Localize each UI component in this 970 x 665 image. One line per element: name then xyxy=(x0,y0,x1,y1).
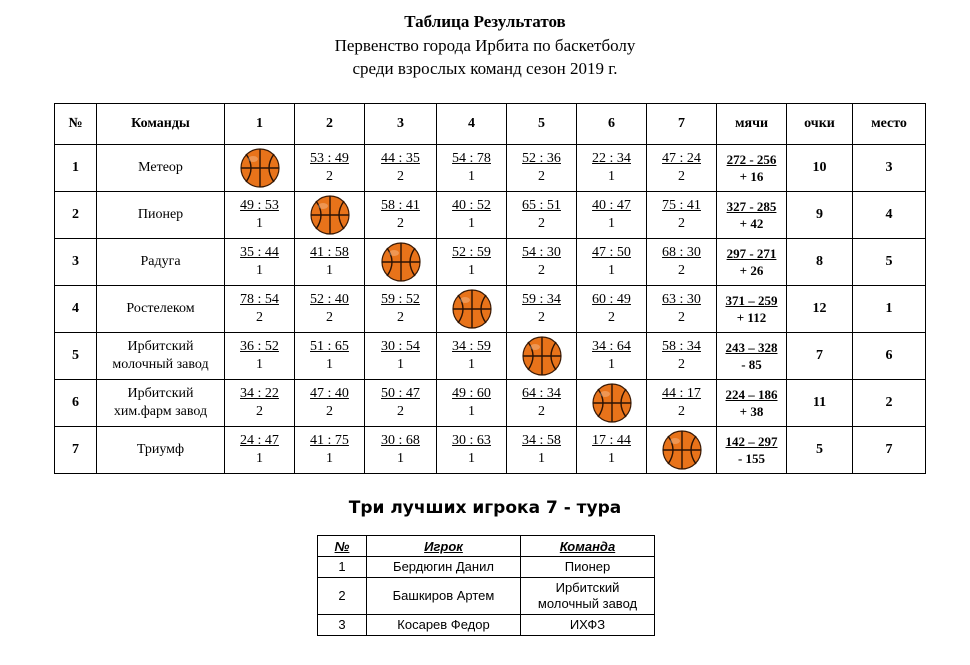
results-body xyxy=(55,145,926,474)
match-points: 2 xyxy=(256,404,263,419)
basketball-icon xyxy=(240,148,280,188)
player-name: Бердюгин Данил xyxy=(367,557,521,578)
basketball-icon xyxy=(310,195,350,235)
match-points: 1 xyxy=(468,451,475,466)
score-cell xyxy=(577,145,647,192)
match-points: 2 xyxy=(678,263,685,278)
match-score: 60 : 49 xyxy=(592,292,631,307)
match-score: 30 : 68 xyxy=(381,433,420,448)
match-points: 1 xyxy=(468,169,475,184)
diagonal-cell xyxy=(507,333,577,380)
match-points: 1 xyxy=(326,357,333,372)
points-cell: 5 xyxy=(787,427,853,474)
team-name xyxy=(97,145,225,192)
score-cell xyxy=(365,192,437,239)
basketball-icon xyxy=(662,430,702,470)
match-points: 2 xyxy=(326,169,333,184)
team-name-line1: Ростелеком xyxy=(126,301,195,316)
place-cell: 5 xyxy=(853,239,926,286)
score-cell xyxy=(577,286,647,333)
diagonal-cell xyxy=(437,286,507,333)
match-points: 2 xyxy=(678,310,685,325)
player-name: Косарев Федор xyxy=(367,615,521,636)
score-cell xyxy=(507,239,577,286)
score-cell xyxy=(647,239,717,286)
match-score: 50 : 47 xyxy=(381,386,420,401)
place-cell: 6 xyxy=(853,333,926,380)
score-cell xyxy=(225,427,295,474)
score-cell xyxy=(507,427,577,474)
header-place: место xyxy=(853,104,926,145)
team-name-line1: Пионер xyxy=(137,207,184,222)
match-points: 1 xyxy=(256,451,263,466)
points-cell: 7 xyxy=(787,333,853,380)
place-cell: 2 xyxy=(853,380,926,427)
match-score: 75 : 41 xyxy=(662,198,701,213)
score-cell xyxy=(225,380,295,427)
header-num: № xyxy=(55,104,97,145)
score-cell xyxy=(437,380,507,427)
match-score: 58 : 41 xyxy=(381,198,420,213)
match-points: 1 xyxy=(256,357,263,372)
team-name xyxy=(97,192,225,239)
players-header-row xyxy=(318,536,655,557)
team-name xyxy=(97,380,225,427)
score-cell xyxy=(647,145,717,192)
score-cell xyxy=(365,427,437,474)
row-num: 3 xyxy=(55,239,97,286)
score-cell xyxy=(365,333,437,380)
match-points: 1 xyxy=(397,357,404,372)
match-score: 30 : 63 xyxy=(452,433,491,448)
diagonal-cell xyxy=(225,145,295,192)
header-col-7: 7 xyxy=(647,104,717,145)
match-score: 59 : 34 xyxy=(522,292,561,307)
match-score: 47 : 40 xyxy=(310,386,349,401)
match-score: 49 : 53 xyxy=(240,198,279,213)
table-row xyxy=(55,380,926,427)
match-points: 2 xyxy=(538,216,545,231)
match-points: 2 xyxy=(326,310,333,325)
match-points: 1 xyxy=(538,451,545,466)
score-cell xyxy=(225,192,295,239)
place-cell: 1 xyxy=(853,286,926,333)
header-col-5: 5 xyxy=(507,104,577,145)
table-row xyxy=(318,615,655,636)
table-row xyxy=(318,578,655,615)
header-col-1: 1 xyxy=(225,104,295,145)
score-cell xyxy=(225,333,295,380)
team-name-line1: Триумф xyxy=(136,442,185,457)
match-score: 64 : 34 xyxy=(522,386,561,401)
match-score: 58 : 34 xyxy=(662,339,701,354)
balls-cell xyxy=(717,192,787,239)
page-title: Таблица Результатов xyxy=(404,12,566,31)
score-cell xyxy=(295,380,365,427)
player-team-line1: Ирбитский xyxy=(555,580,620,595)
player-team xyxy=(521,578,655,615)
match-points: 1 xyxy=(468,263,475,278)
match-points: 2 xyxy=(397,404,404,419)
team-name-line1: Метеор xyxy=(138,160,183,175)
match-points: 2 xyxy=(538,263,545,278)
match-score: 30 : 54 xyxy=(381,339,420,354)
match-points: 1 xyxy=(608,451,615,466)
score-cell xyxy=(295,145,365,192)
match-score: 47 : 24 xyxy=(662,151,701,166)
players-header-num: № xyxy=(318,536,367,557)
score-cell xyxy=(225,239,295,286)
match-points: 1 xyxy=(608,216,615,231)
score-cell xyxy=(437,333,507,380)
team-name-line1: Радуга xyxy=(140,254,181,269)
balls-total: 272 - 256 xyxy=(726,152,777,167)
team-name-line1: Ирбитский xyxy=(127,339,194,354)
balls-total: 243 – 328 xyxy=(725,340,778,355)
match-score: 52 : 59 xyxy=(452,245,491,260)
match-points: 2 xyxy=(326,404,333,419)
points-cell: 12 xyxy=(787,286,853,333)
match-points: 1 xyxy=(397,451,404,466)
player-num: 2 xyxy=(318,578,367,615)
match-points: 2 xyxy=(538,310,545,325)
score-cell xyxy=(295,286,365,333)
score-cell xyxy=(295,333,365,380)
table-row xyxy=(55,192,926,239)
match-score: 17 : 44 xyxy=(592,433,631,448)
match-points: 2 xyxy=(678,357,685,372)
basketball-icon xyxy=(522,336,562,376)
team-name xyxy=(97,239,225,286)
balls-cell xyxy=(717,333,787,380)
score-cell xyxy=(647,333,717,380)
row-num: 2 xyxy=(55,192,97,239)
score-cell xyxy=(507,286,577,333)
score-cell xyxy=(647,192,717,239)
team-name-line2: молочный завод xyxy=(112,357,209,372)
header-col-4: 4 xyxy=(437,104,507,145)
match-score: 53 : 49 xyxy=(310,151,349,166)
points-cell: 10 xyxy=(787,145,853,192)
match-score: 54 : 78 xyxy=(452,151,491,166)
balls-total: 224 – 186 xyxy=(725,387,778,402)
match-score: 51 : 65 xyxy=(310,339,349,354)
table-row xyxy=(55,333,926,380)
basketball-icon xyxy=(381,242,421,282)
match-points: 2 xyxy=(678,404,685,419)
match-points: 1 xyxy=(326,263,333,278)
points-cell: 9 xyxy=(787,192,853,239)
player-num: 3 xyxy=(318,615,367,636)
match-points: 1 xyxy=(468,216,475,231)
score-cell xyxy=(365,286,437,333)
match-score: 47 : 50 xyxy=(592,245,631,260)
player-team-line1: Пионер xyxy=(564,559,611,574)
place-cell: 7 xyxy=(853,427,926,474)
players-title: Три лучших игрока 7 - тура xyxy=(348,498,622,518)
table-row xyxy=(55,145,926,192)
page-subtitle-line1: Первенство города Ирбита по баскетболу xyxy=(334,36,636,55)
score-cell xyxy=(507,145,577,192)
balls-diff: + 42 xyxy=(739,216,764,231)
table-row xyxy=(318,557,655,578)
balls-cell xyxy=(717,145,787,192)
balls-diff: + 16 xyxy=(739,169,764,184)
match-score: 34 : 59 xyxy=(452,339,491,354)
match-score: 36 : 52 xyxy=(240,339,279,354)
score-cell xyxy=(295,239,365,286)
header-balls: мячи xyxy=(717,104,787,145)
match-score: 41 : 75 xyxy=(310,433,349,448)
match-score: 22 : 34 xyxy=(592,151,631,166)
table-row xyxy=(55,427,926,474)
basketball-icon xyxy=(592,383,632,423)
balls-cell xyxy=(717,239,787,286)
match-points: 2 xyxy=(678,169,685,184)
header-col-6: 6 xyxy=(577,104,647,145)
score-cell xyxy=(647,380,717,427)
match-points: 1 xyxy=(468,404,475,419)
team-name xyxy=(97,333,225,380)
points-cell: 11 xyxy=(787,380,853,427)
match-points: 2 xyxy=(538,169,545,184)
score-cell xyxy=(577,239,647,286)
match-score: 49 : 60 xyxy=(452,386,491,401)
match-score: 65 : 51 xyxy=(522,198,561,213)
score-cell xyxy=(437,427,507,474)
table-row xyxy=(55,286,926,333)
players-header-team: Команда xyxy=(521,536,655,557)
match-score: 34 : 58 xyxy=(522,433,561,448)
header-col-2: 2 xyxy=(295,104,365,145)
match-score: 68 : 30 xyxy=(662,245,701,260)
players-table xyxy=(317,535,655,636)
balls-diff: - 85 xyxy=(741,357,762,372)
match-score: 24 : 47 xyxy=(240,433,279,448)
match-points: 2 xyxy=(397,169,404,184)
team-name-line1: Ирбитский xyxy=(127,386,194,401)
diagonal-cell xyxy=(647,427,717,474)
score-cell xyxy=(365,380,437,427)
match-score: 44 : 17 xyxy=(662,386,701,401)
match-score: 63 : 30 xyxy=(662,292,701,307)
players-body xyxy=(318,557,655,636)
score-cell xyxy=(577,192,647,239)
match-score: 41 : 58 xyxy=(310,245,349,260)
score-cell xyxy=(577,427,647,474)
score-cell xyxy=(295,427,365,474)
match-points: 2 xyxy=(256,310,263,325)
score-cell xyxy=(647,286,717,333)
match-score: 34 : 64 xyxy=(592,339,631,354)
diagonal-cell xyxy=(295,192,365,239)
place-cell: 4 xyxy=(853,192,926,239)
match-score: 44 : 35 xyxy=(381,151,420,166)
match-points: 1 xyxy=(608,263,615,278)
header-team: Команды xyxy=(97,104,225,145)
player-team xyxy=(521,615,655,636)
title-block xyxy=(0,10,970,80)
balls-total: 327 - 285 xyxy=(726,199,777,214)
balls-cell xyxy=(717,380,787,427)
page-subtitle-line2: среди взрослых команд сезон 2019 г. xyxy=(352,59,618,78)
balls-diff: + 26 xyxy=(739,263,764,278)
match-score: 59 : 52 xyxy=(381,292,420,307)
row-num: 5 xyxy=(55,333,97,380)
diagonal-cell xyxy=(577,380,647,427)
match-score: 40 : 52 xyxy=(452,198,491,213)
match-points: 1 xyxy=(608,169,615,184)
results-table xyxy=(54,103,926,474)
team-name xyxy=(97,286,225,333)
players-header-player: Игрок xyxy=(367,536,521,557)
row-num: 7 xyxy=(55,427,97,474)
match-score: 52 : 40 xyxy=(310,292,349,307)
match-score: 52 : 36 xyxy=(522,151,561,166)
score-cell xyxy=(437,239,507,286)
diagonal-cell xyxy=(365,239,437,286)
table-row xyxy=(55,239,926,286)
match-score: 35 : 44 xyxy=(240,245,279,260)
points-cell: 8 xyxy=(787,239,853,286)
player-name: Башкиров Артем xyxy=(367,578,521,615)
balls-total: 371 – 259 xyxy=(725,293,778,308)
player-num: 1 xyxy=(318,557,367,578)
place-cell: 3 xyxy=(853,145,926,192)
match-score: 34 : 22 xyxy=(240,386,279,401)
match-points: 1 xyxy=(256,216,263,231)
row-num: 4 xyxy=(55,286,97,333)
match-points: 2 xyxy=(397,216,404,231)
balls-cell xyxy=(717,286,787,333)
basketball-icon xyxy=(452,289,492,329)
score-cell xyxy=(507,192,577,239)
score-cell xyxy=(577,333,647,380)
match-points: 2 xyxy=(678,216,685,231)
score-cell xyxy=(507,380,577,427)
balls-diff: - 155 xyxy=(737,451,766,466)
row-num: 6 xyxy=(55,380,97,427)
match-points: 2 xyxy=(397,310,404,325)
player-team-line2: молочный завод xyxy=(537,596,638,611)
score-cell xyxy=(365,145,437,192)
team-name-line2: хим.фарм завод xyxy=(113,404,208,419)
match-points: 1 xyxy=(326,451,333,466)
match-points: 1 xyxy=(608,357,615,372)
balls-diff: + 38 xyxy=(739,404,764,419)
header-points: очки xyxy=(787,104,853,145)
score-cell xyxy=(437,145,507,192)
match-score: 40 : 47 xyxy=(592,198,631,213)
score-cell xyxy=(437,192,507,239)
results-header-row xyxy=(55,104,926,145)
row-num: 1 xyxy=(55,145,97,192)
player-team-line1: ИХФЗ xyxy=(569,617,606,632)
match-points: 2 xyxy=(608,310,615,325)
match-score: 54 : 30 xyxy=(522,245,561,260)
match-points: 2 xyxy=(538,404,545,419)
team-name xyxy=(97,427,225,474)
balls-diff: + 112 xyxy=(736,310,767,325)
balls-total: 297 - 271 xyxy=(726,246,777,261)
match-points: 1 xyxy=(256,263,263,278)
player-team xyxy=(521,557,655,578)
score-cell xyxy=(225,286,295,333)
match-score: 78 : 54 xyxy=(240,292,279,307)
header-col-3: 3 xyxy=(365,104,437,145)
balls-cell xyxy=(717,427,787,474)
balls-total: 142 – 297 xyxy=(725,434,778,449)
match-points: 1 xyxy=(468,357,475,372)
